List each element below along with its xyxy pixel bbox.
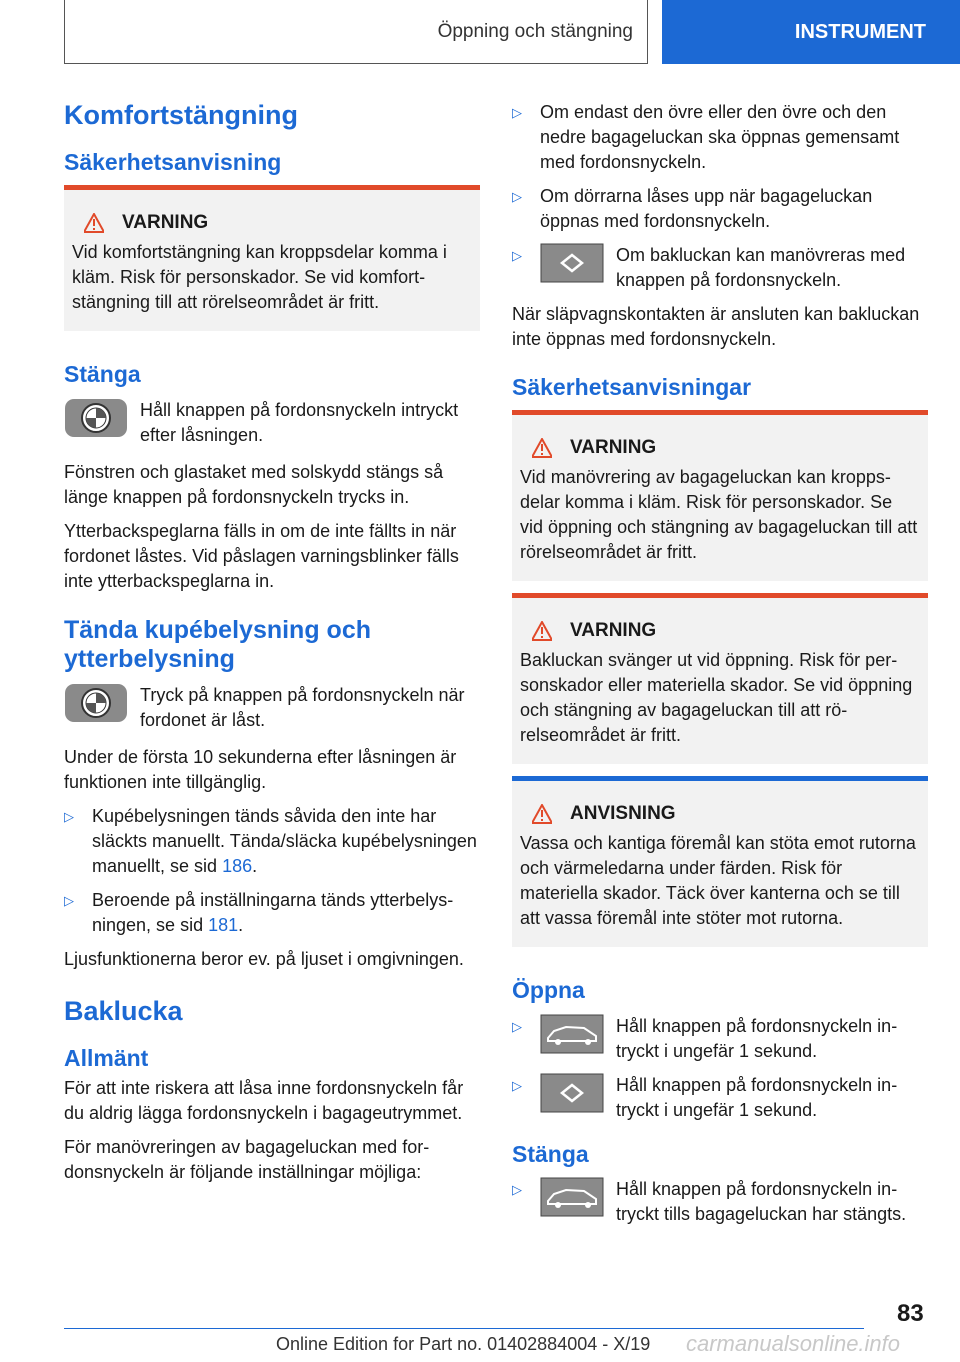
heading-lighting: Tända kupébelysning och ytterbelysning [64, 615, 371, 673]
warning-triangle-icon [532, 621, 552, 641]
list-item-text: Kupébelysningen tänds såvida den inte har släckts manuellt. Tända/släcka kupébelysningen manuellt, se sid 186. [92, 806, 477, 877]
list-item [512, 243, 928, 293]
warning-title [72, 212, 472, 234]
paragraph: Ljusfunktionerna beror ev. på ljuset i omgivningen. [64, 949, 464, 970]
bullet-triangle-icon: ▷ [512, 105, 522, 120]
heading-safety-note: Säkerhetsanvisning [64, 149, 282, 176]
list-item-text: Om endast den övre eller den övre och den nedre bagageluckan ska öppnas gemensamt med fordonsnyckeln. [540, 102, 900, 172]
section-title: Öppning och stängning [437, 20, 633, 42]
warning-title-text: VARNING [570, 437, 657, 459]
list-item [512, 1073, 928, 1123]
bullet-triangle-icon: ▷ [512, 1018, 522, 1034]
list-item-text: Beroende på inställningarna tänds ytterbelysningen, se sid 181. [92, 890, 454, 936]
notice-text: Vassa och kantiga föremål kan stöta emot rutorna och värmeledarna under färden. Risk för materiella skador. Täck över kanterna och se till att vassa föremål inte stöter mot rutorna. [520, 833, 916, 929]
list-item [512, 1177, 928, 1227]
warning-text: Vid komfortstängning kan kroppsdelar komma i kläm. Risk för personskador. Se vid komfortstängning till att rörelseområdet är fritt. [72, 242, 447, 313]
bmw-key-icon [64, 683, 128, 723]
left-column [64, 100, 480, 1194]
car-button-icon [540, 1177, 604, 1217]
warning-text: Vid manövrering av bagageluckan kan kroppsdelar komma i kläm. Risk för personskador. Se vid öppning och stängning av bagageluckan till att rörelseområdet är fritt. [520, 467, 918, 563]
bullet-triangle-icon: ▷ [512, 248, 522, 263]
warning-triangle-icon [532, 804, 552, 824]
paragraph: Fönstren och glastaket med solskydd stängs så länge knappen på fordonsnyckeln trycks in. [64, 461, 444, 507]
heading-safety-notes: Säkerhetsanvisningar [512, 374, 752, 400]
list-item-text: Om dörrarna låses upp när bagageluckan öppnas med fordonsnyckeln. [540, 186, 873, 231]
page-link-186[interactable]: 186 [222, 856, 253, 877]
header-tab[interactable] [662, 0, 960, 64]
heading-close-trunk: Stänga [512, 1140, 589, 1167]
notice-title-text: ANVISNING [570, 803, 676, 825]
warning-triangle-icon [532, 438, 552, 458]
right-column [512, 100, 928, 1236]
bullet-triangle-icon: ▷ [512, 189, 522, 204]
tab-label: INSTRUMENT [794, 20, 926, 43]
key-instruction-text: Håll knappen på fordonsnyckeln intryckt efter låsningen. [140, 399, 459, 445]
warning-triangle-icon [84, 213, 104, 233]
notice-box [512, 776, 928, 947]
bullet-triangle-icon: ▷ [64, 809, 74, 825]
header-section [64, 0, 648, 64]
list-item [512, 184, 928, 234]
heading-close: Stänga [64, 361, 141, 388]
warning-box [512, 410, 928, 581]
warning-title [520, 437, 920, 459]
trunk-button-icon [540, 243, 604, 283]
edition-text: Online Edition for Part no. 01402884004 - X/19 [276, 1334, 651, 1354]
paragraph: När släpvagnskontakten är ansluten kan bakluckan inte öppnas med fordonsnyckeln. [512, 304, 920, 349]
list-item [64, 888, 480, 938]
bullet-triangle-icon: ▷ [64, 893, 74, 909]
paragraph: För att inte riskera att låsa inne fordonsnyckeln får du aldrig lägga fordonsnyckeln i bagageutrymmet. [64, 1077, 464, 1123]
list-item [512, 100, 928, 175]
heading-general: Allmänt [64, 1045, 149, 1072]
bullet-triangle-icon: ▷ [512, 1077, 522, 1093]
key-instruction-text: Tryck på knappen på fordonsnyckeln när fordonet är låst. [140, 685, 465, 731]
trunk-button-icon [540, 1073, 604, 1113]
bullet-triangle-icon: ▷ [512, 1182, 522, 1198]
footer-divider [64, 1328, 864, 1329]
paragraph: Ytterbackspeglarna fälls in om de inte fällts in när fordonet låstes. Vid påslagen varningsblinker fälls inte ytterbackspeglarna in. [64, 520, 459, 591]
warning-title [520, 620, 920, 642]
warning-title-text: VARNING [122, 212, 209, 234]
notice-title [520, 803, 920, 825]
heading-comfort-closing: Komfortstängning [64, 100, 298, 130]
page-number: 83 [897, 1300, 924, 1327]
list-item-text: Håll knappen på fordonsnyckeln intryckt i ungefär 1 sekund. [616, 1015, 898, 1061]
warning-box [64, 185, 480, 331]
car-button-icon [540, 1014, 604, 1054]
paragraph: För manövreringen av bagageluckan med fordonsnyckeln är följande inställningar möjliga: [64, 1136, 430, 1182]
heading-open: Öppna [512, 977, 585, 1004]
list-item-text: Håll knappen på fordonsnyckeln intryckt tills bagageluckan har stängts. [616, 1179, 907, 1225]
list-item-text: Om bakluckan kan manövreras med knappen på fordonsnyckeln. [616, 245, 906, 290]
warning-text: Bakluckan svänger ut vid öppning. Risk för personskador eller materiella skador. Se vid öppning och stängning av bagageluckan till att rörelseområdet är fritt. [520, 650, 913, 746]
watermark: carmanualsonline.info [686, 1331, 901, 1356]
list-item [512, 1014, 928, 1064]
paragraph: Under de första 10 sekunderna efter låsningen är funktionen inte tillgänglig. [64, 747, 457, 793]
warning-title-text: VARNING [570, 620, 657, 642]
key-instruction [64, 683, 480, 733]
list-item-text: Håll knappen på fordonsnyckeln intryckt i ungefär 1 sekund. [616, 1074, 898, 1120]
list-item [64, 804, 480, 879]
bmw-key-icon [64, 398, 128, 438]
warning-box [512, 593, 928, 764]
key-instruction [64, 398, 480, 448]
heading-trunk: Baklucka [64, 996, 183, 1027]
page-link-181[interactable]: 181 [208, 915, 239, 936]
